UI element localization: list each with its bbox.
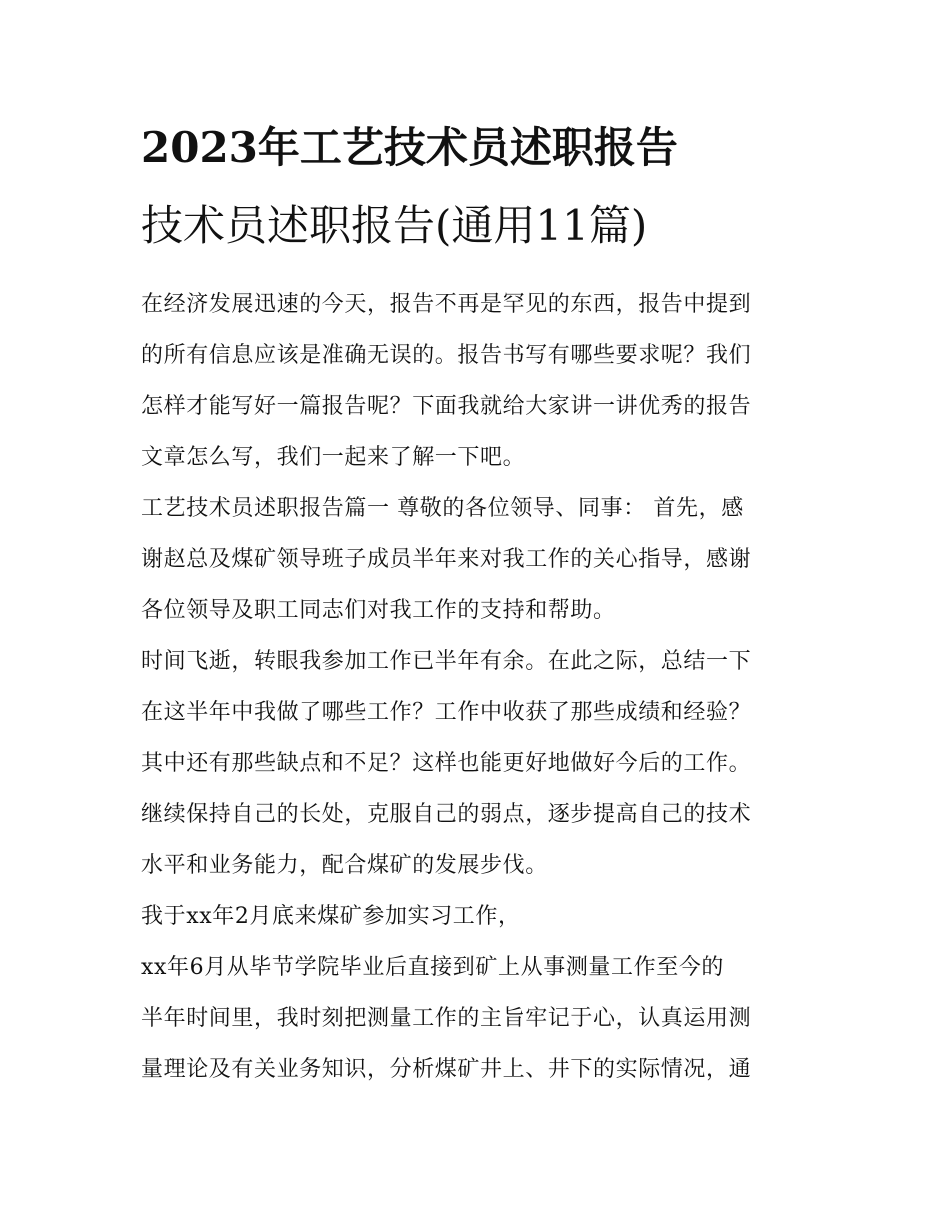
- document-body: [141, 279, 816, 1095]
- body-line: 我于xx年2月底来煤矿参加实习工作，: [141, 904, 521, 929]
- body-line: xx年6月从毕节学院毕业后直接到矿上从事测量工作至今的: [141, 955, 725, 980]
- body-line: 继续保持自己的长处，克服自己的弱点，逐步提高自己的技术: [141, 802, 752, 827]
- body-line: 时间飞逝，转眼我参加工作已半年有余。在此之际，总结一下: [141, 649, 752, 674]
- document-subtitle: 技术员述职报告(通用11篇): [141, 201, 648, 250]
- body-line: 其中还有那些缺点和不足？这样也能更好地做好今后的工作。: [141, 751, 752, 776]
- body-line: 在这半年中我做了哪些工作？工作中收获了那些成绩和经验？: [141, 700, 752, 725]
- body-line: 各位领导及职工同志们对我工作的支持和帮助。: [141, 598, 616, 623]
- body-line: 半年时间里，我时刻把测量工作的主旨牢记于心，认真运用测: [141, 1006, 752, 1031]
- body-line: 谢赵总及煤矿领导班子成员半年来对我工作的关心指导，感谢: [141, 547, 752, 572]
- body-line: 文章怎么写，我们一起来了解一下吧。: [141, 445, 526, 470]
- body-line: 在经济发展迅速的今天，报告不再是罕见的东西，报告中提到: [141, 292, 752, 317]
- body-line: 的所有信息应该是准确无误的。报告书写有哪些要求呢？我们: [141, 343, 752, 368]
- body-line: 工艺技术员述职报告篇一 尊敬的各位领导、同事： 首先，感: [141, 496, 744, 521]
- body-line: 水平和业务能力，配合煤矿的发展步伐。: [141, 853, 548, 878]
- document-content: [141, 118, 816, 1095]
- body-line: 怎样才能写好一篇报告呢？下面我就给大家讲一讲优秀的报告: [141, 394, 752, 419]
- document-title: 2023年工艺技术员述职报告: [141, 123, 678, 172]
- body-line: 量理论及有关业务知识，分析煤矿井上、井下的实际情况，通: [141, 1057, 752, 1082]
